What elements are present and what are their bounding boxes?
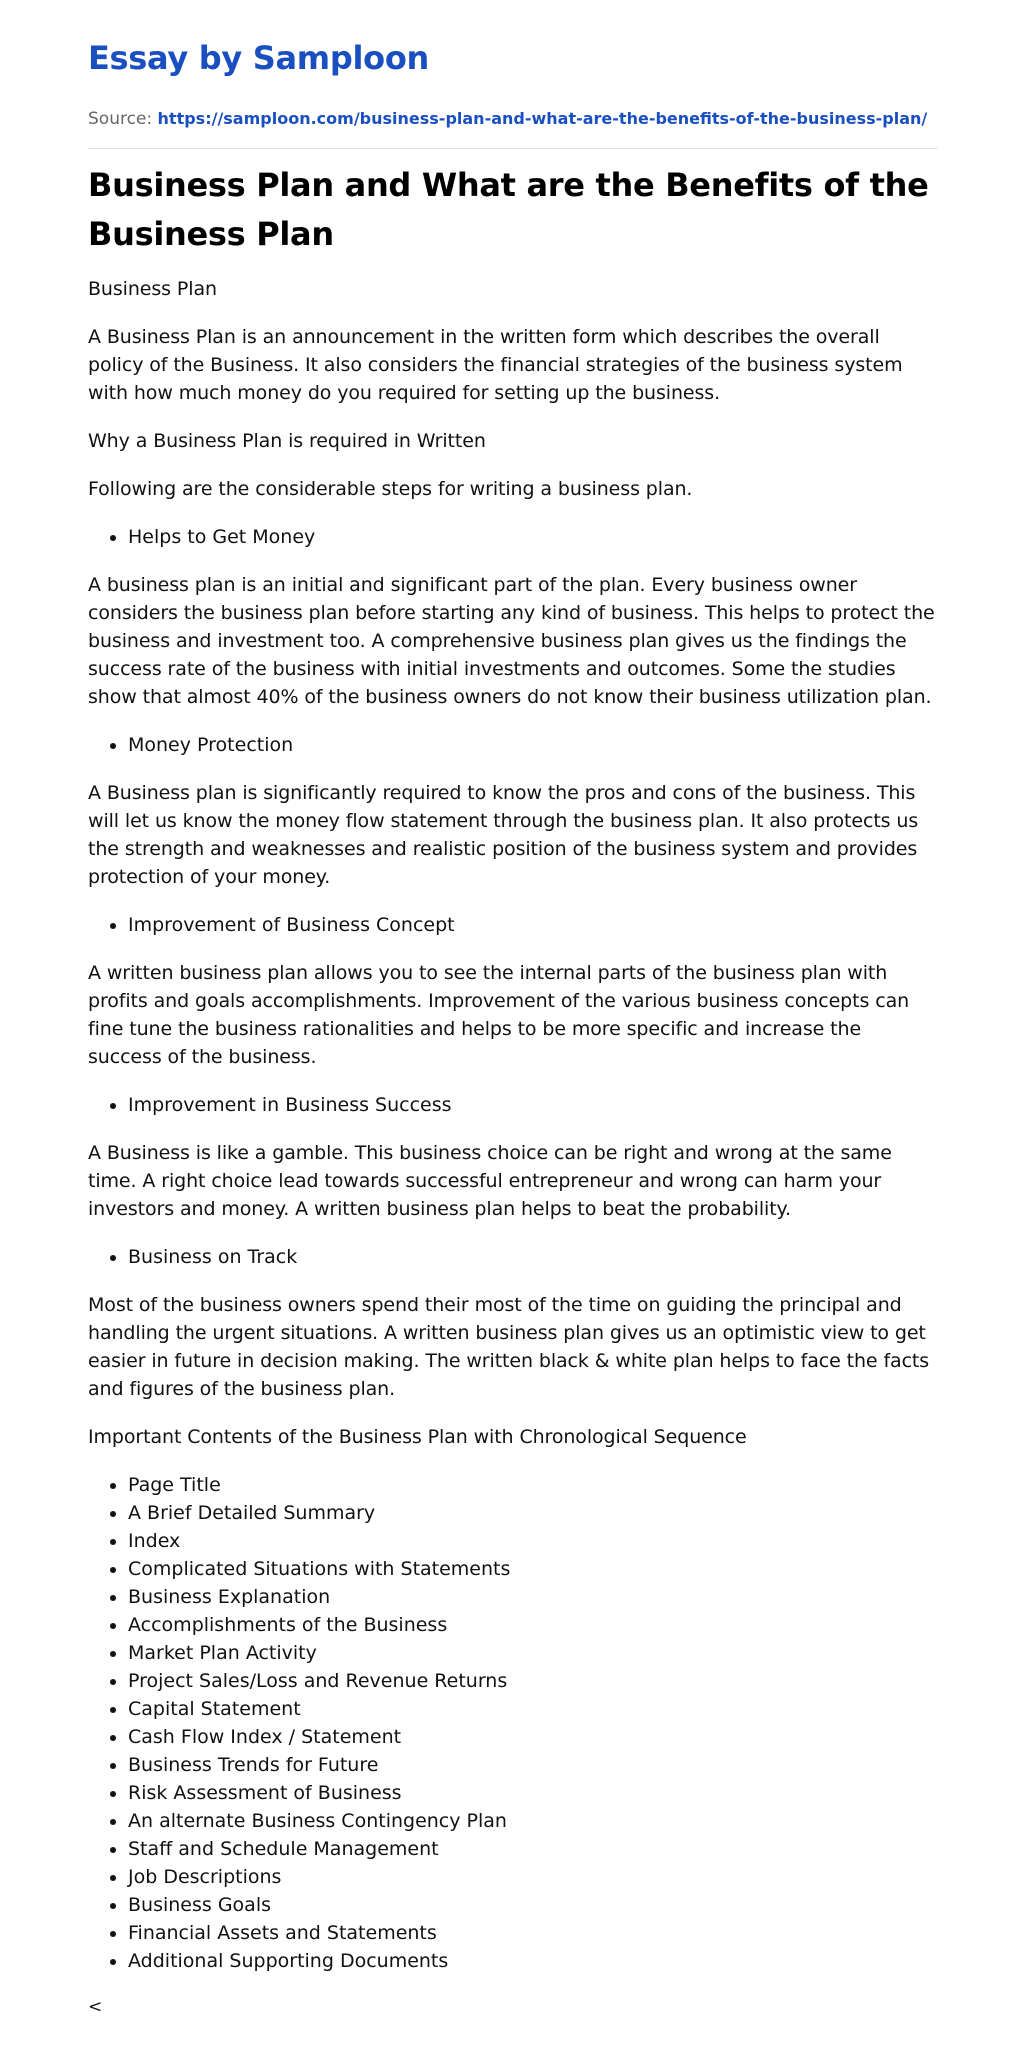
list-item: • Business on Track xyxy=(128,1243,938,1271)
paragraph: Business Plan xyxy=(88,278,217,300)
page xyxy=(88,0,938,2019)
list-item: • Business Explanation xyxy=(128,1583,938,1611)
back-link[interactable]: < xyxy=(88,1997,103,2017)
bullet-list xyxy=(88,1243,938,1271)
bullet-list xyxy=(88,1091,938,1119)
source-label: Source: xyxy=(88,109,153,129)
paragraph: A written business plan allows you to see the internal parts of the business plan with profits and goals accomplishments. Improvement of the various business concepts can fine tune the business rationalities and helps to be more specific and increase the success of the business. xyxy=(88,962,910,1068)
list-item: • An alternate Business Contingency Plan xyxy=(128,1807,938,1835)
list-item: • Job Descriptions xyxy=(128,1863,938,1891)
list-item: • Money Protection xyxy=(128,731,938,759)
list-item: • Business Goals xyxy=(128,1891,938,1919)
list-item: • Cash Flow Index / Statement xyxy=(128,1723,938,1751)
essay-title: Business Plan and What are the Benefits of the Business Plan xyxy=(88,166,929,253)
list-item: • Risk Assessment of Business xyxy=(128,1779,938,1807)
site-title[interactable]: Essay by Samploon xyxy=(88,39,429,77)
list-item: • A Brief Detailed Summary xyxy=(128,1499,938,1527)
source-link[interactable]: https://samploon.com/business-plan-and-what-are-the-benefits-of-the-business-plan/ xyxy=(157,109,928,128)
list-item: • Additional Supporting Documents xyxy=(128,1947,938,1975)
source-line xyxy=(88,106,938,149)
list-item: • Improvement of Business Concept xyxy=(128,911,938,939)
paragraph: A business plan is an initial and significant part of the plan. Every business owner considers the business plan before starting any kind of business. This helps to protect the business and investment too. A comprehensive business plan gives us the findings the success rate of the business with initial investments and outcomes. Some the studies show that almost 40% of the business owners do not know their business utilization plan. xyxy=(88,574,935,708)
list-item: • Index xyxy=(128,1527,938,1555)
bullet-list xyxy=(88,731,938,759)
paragraph: Most of the business owners spend their most of the time on guiding the principal and handling the urgent situations. A written business plan gives us an optimistic view to get easier in future in decision making. The written black & white plan helps to face the facts and figures of the business plan. xyxy=(88,1294,930,1400)
paragraph: Following are the considerable steps for writing a business plan. xyxy=(88,478,693,500)
list-item: • Accomplishments of the Business xyxy=(128,1611,938,1639)
list-item: • Financial Assets and Statements xyxy=(128,1919,938,1947)
essay-body xyxy=(88,275,938,1975)
paragraph: Why a Business Plan is required in Written xyxy=(88,430,486,452)
paragraph: Important Contents of the Business Plan with Chronological Sequence xyxy=(88,1426,747,1448)
bullet-list xyxy=(88,523,938,551)
list-item: • Project Sales/Loss and Revenue Returns xyxy=(128,1667,938,1695)
list-item: • Business Trends for Future xyxy=(128,1751,938,1779)
list-item: • Complicated Situations with Statements xyxy=(128,1555,938,1583)
list-item: • Improvement in Business Success xyxy=(128,1091,938,1119)
list-item: • Market Plan Activity xyxy=(128,1639,938,1667)
paragraph: A Business plan is significantly required to know the pros and cons of the business. This will let us know the money flow statement through the business plan. It also protects us the strength and weaknesses and realistic position of the business system and provides protection of your money. xyxy=(88,782,919,888)
bullet-list xyxy=(88,911,938,939)
paragraph: A Business is like a gamble. This business choice can be right and wrong at the same time. A right choice lead towards successful entrepreneur and wrong can harm your investors and money. A written business plan helps to beat the probability. xyxy=(88,1142,892,1220)
list-item: • Page Title xyxy=(128,1471,938,1499)
list-item: • Helps to Get Money xyxy=(128,523,938,551)
paragraph: A Business Plan is an announcement in the written form which describes the overall policy of the Business. It also considers the financial strategies of the business system with how much money do you required for setting up the business. xyxy=(88,326,903,404)
bullet-list xyxy=(88,1471,938,1975)
list-item: • Capital Statement xyxy=(128,1695,938,1723)
list-item: • Staff and Schedule Management xyxy=(128,1835,938,1863)
